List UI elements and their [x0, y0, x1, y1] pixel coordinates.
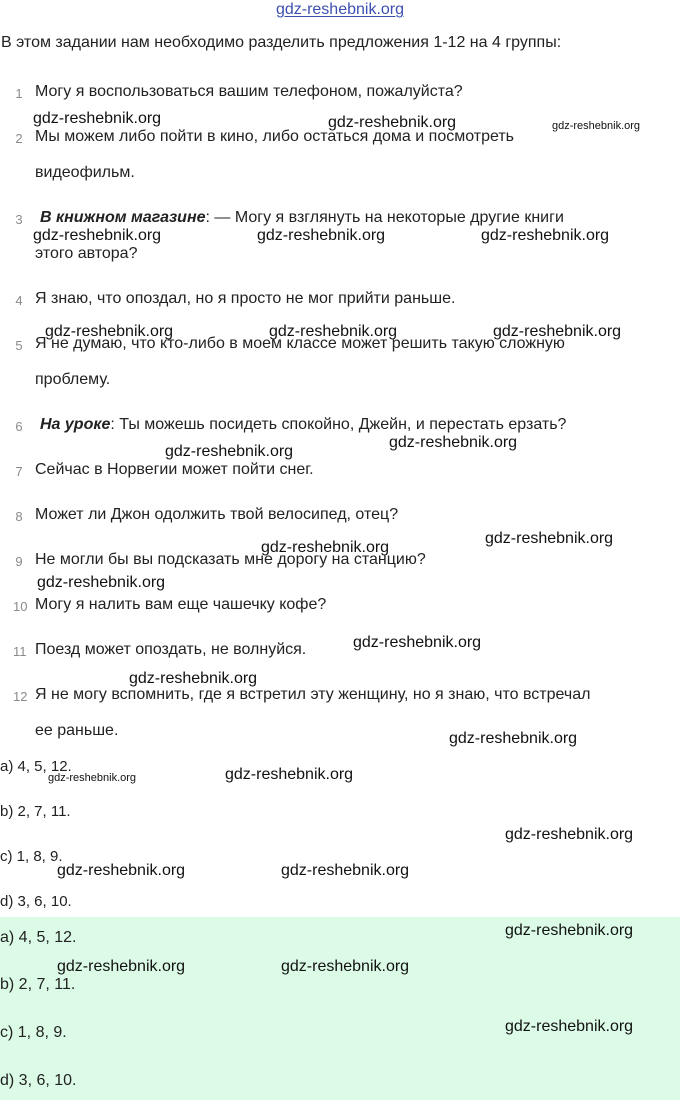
sentence-number: 2 — [15, 131, 23, 146]
watermark: gdz-reshebnik.org — [505, 826, 634, 843]
sentence-text: Могу я воспользоваться вашим телефоном, пожалуйста? — [35, 83, 463, 100]
watermark: gdz-reshebnik.org — [353, 634, 482, 651]
sentence-text: Я знаю, что опоздал, но я просто не мог прийти раньше. — [35, 290, 456, 307]
sentence-line: : Ты можешь посидеть спокойно, Джейн, и перестать ерзать? — [110, 416, 567, 433]
watermark: gdz-reshebnik.org — [449, 730, 578, 747]
watermark: gdz-reshebnik.org — [261, 539, 390, 556]
sentence-text: этого автора? — [35, 245, 138, 262]
task-intro: В этом задании нам необходимо разделить предложения 1-12 на 4 группы: — [1, 34, 562, 51]
watermark: gdz-reshebnik.org — [493, 323, 622, 340]
sentence-text: Я не могу вспомнить, где я встретил эту женщину, но я знаю, что встречал — [35, 686, 591, 703]
sentence-text: Не могли бы вы подсказать мне дорогу на станцию? — [35, 551, 426, 568]
sentence-number: 5 — [15, 338, 23, 353]
watermark: gdz-reshebnik.org — [45, 323, 174, 340]
watermark: gdz-reshebnik.org — [48, 772, 137, 784]
watermark: gdz-reshebnik.org — [33, 227, 162, 244]
watermark: gdz-reshebnik.org — [389, 434, 518, 451]
sentence-number: 1 — [15, 86, 23, 101]
site-title-link[interactable]: gdz-reshebnik.org — [275, 1, 405, 18]
watermark: gdz-reshebnik.org — [505, 922, 634, 939]
watermark: gdz-reshebnik.org — [552, 120, 641, 132]
sentence-number: 9 — [15, 554, 23, 569]
sentence-setting: В книжном магазине — [40, 209, 206, 226]
answer-group-highlighted: c) 1, 8, 9. — [0, 1024, 67, 1041]
sentence-text: Мы можем либо пойти в кино, либо остаться дома и посмотреть — [35, 128, 515, 145]
sentence-text: проблему. — [35, 371, 111, 388]
sentence-number: 11 — [13, 644, 27, 659]
sentence-number: 3 — [15, 212, 23, 227]
sentence-number: 4 — [15, 293, 23, 308]
sentence-text: ее раньше. — [35, 722, 119, 739]
watermark: gdz-reshebnik.org — [481, 227, 610, 244]
sentence-text — [40, 209, 564, 227]
sentence-number: 6 — [15, 419, 23, 434]
watermark: gdz-reshebnik.org — [257, 227, 386, 244]
highlighted-answer-block — [0, 917, 680, 1100]
sentence-text: видеофильм. — [35, 164, 135, 181]
sentence-text: Я не думаю, что кто-либо в моем классе может решить такую сложную — [35, 335, 565, 352]
watermark: gdz-reshebnik.org — [505, 1018, 634, 1035]
watermark: gdz-reshebnik.org — [281, 958, 410, 975]
sentence-text: Могу я налить вам еще чашечку кофе? — [35, 596, 327, 613]
watermark: gdz-reshebnik.org — [37, 574, 166, 591]
sentence-text: Может ли Джон одолжить твой велосипед, отец? — [35, 506, 399, 523]
answer-group: d) 3, 6, 10. — [0, 893, 72, 910]
watermark: gdz-reshebnik.org — [57, 958, 186, 975]
answer-group-highlighted: d) 3, 6, 10. — [0, 1072, 77, 1089]
watermark: gdz-reshebnik.org — [165, 443, 294, 460]
answer-group: c) 1, 8, 9. — [0, 848, 63, 865]
watermark: gdz-reshebnik.org — [269, 323, 398, 340]
answer-group-highlighted: b) 2, 7, 11. — [0, 976, 76, 993]
sentence-number: 7 — [15, 464, 23, 479]
watermark: gdz-reshebnik.org — [57, 862, 186, 879]
watermark: gdz-reshebnik.org — [225, 766, 354, 783]
sentence-number: 12 — [13, 689, 28, 704]
watermark: gdz-reshebnik.org — [328, 114, 457, 131]
answer-group: b) 2, 7, 11. — [0, 803, 71, 820]
sentence-setting: На уроке — [40, 416, 111, 433]
sentence-line: : — Могу я взглянуть на некоторые другие книги — [205, 209, 564, 226]
sentence-text: Поезд может опоздать, не волнуйся. — [35, 641, 307, 658]
answer-group-highlighted: a) 4, 5, 12. — [0, 929, 77, 946]
watermark: gdz-reshebnik.org — [33, 110, 162, 127]
sentence-text: Сейчас в Норвегии может пойти снег. — [35, 461, 314, 478]
watermark: gdz-reshebnik.org — [281, 862, 410, 879]
sentence-number: 8 — [15, 509, 23, 524]
watermark: gdz-reshebnik.org — [129, 670, 258, 687]
watermark: gdz-reshebnik.org — [485, 530, 614, 547]
answer-group: a) 4, 5, 12. — [0, 758, 72, 775]
sentence-number: 10 — [13, 599, 28, 614]
sentence-text — [40, 416, 566, 434]
